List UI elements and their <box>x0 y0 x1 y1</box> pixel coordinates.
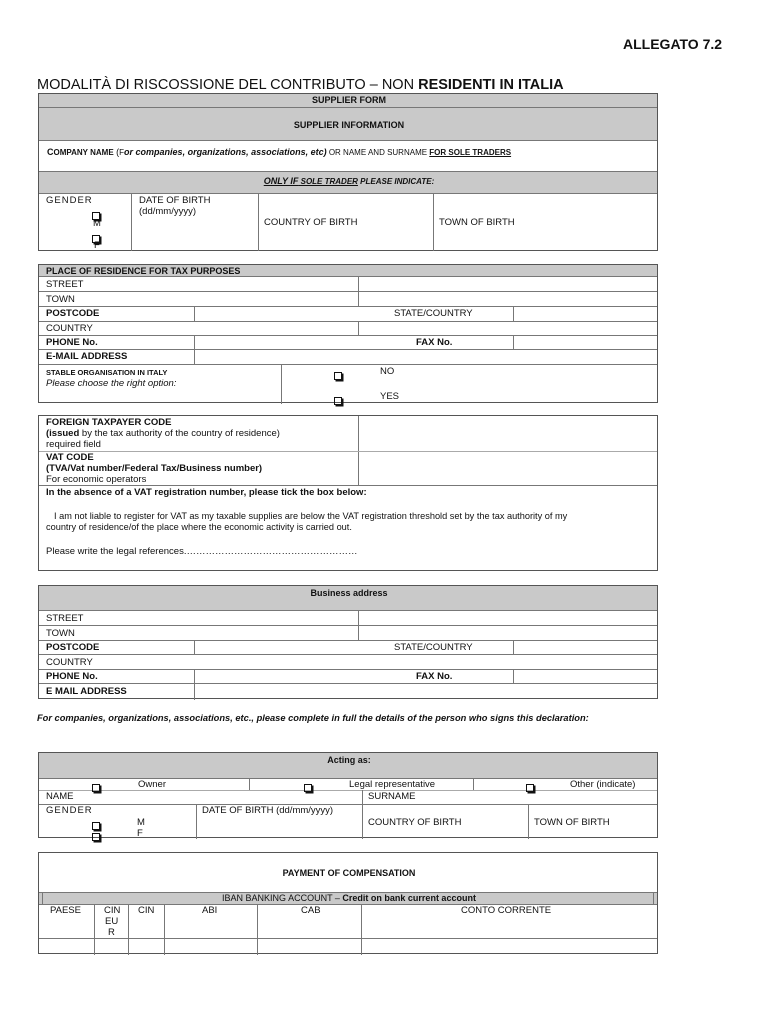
country-of-birth-label: COUNTRY OF BIRTH <box>264 217 358 228</box>
residence-street-label: STREET <box>46 279 84 290</box>
col-cin-eur-1: CIN <box>104 905 121 916</box>
stable-org-label: STABLE ORGANISATION IN ITALY <box>46 368 168 377</box>
business-email-label: E MAIL ADDRESS <box>46 686 127 697</box>
business-phone-label: PHONE No. <box>46 671 98 682</box>
signer-gender-f-checkbox[interactable] <box>92 828 100 846</box>
foreign-taxpayer-code-label: FOREIGN TAXPAYER CODE <box>46 417 172 428</box>
business-street-label: STREET <box>46 613 84 624</box>
gender-f-label: F <box>94 240 100 251</box>
business-postcode-label: POSTCODE <box>46 642 100 653</box>
allegato-label: ALLEGATO 7.2 <box>623 36 723 52</box>
acting-owner-label: Owner <box>138 779 166 790</box>
acting-other-checkbox[interactable] <box>526 779 534 797</box>
stable-org-yes-label: YES <box>380 391 400 402</box>
page-title: MODALITÀ DI RISCOSSIONE DEL CONTRIBUTO – NON RESIDENTI IN ITALIA <box>37 77 564 93</box>
acting-legal-rep-checkbox[interactable] <box>304 779 312 797</box>
signer-gender-label: GENDER <box>46 805 93 816</box>
vat-code-label: VAT CODE <box>46 452 94 463</box>
ftc-issued-note: (issued by the tax authority of the country of residence) <box>46 428 280 439</box>
acting-legal-rep-label: Legal representative <box>349 779 436 790</box>
col-cin-eur-3: R <box>108 927 115 938</box>
gender-m-label: M <box>93 218 101 229</box>
tax-code-table <box>38 415 658 571</box>
signer-surname-label: SURNAME <box>368 791 416 802</box>
residence-country-label: COUNTRY <box>46 323 93 334</box>
vat-economic-operators-note: For economic operators <box>46 474 147 485</box>
legal-references-field[interactable]: Please write the legal references.……………………………………………… <box>46 546 358 557</box>
business-address-table <box>38 585 658 699</box>
residence-email-label: E-MAIL ADDRESS <box>46 351 128 362</box>
signer-gender-m-label: M <box>137 817 145 828</box>
iban-label: IBAN BANKING ACCOUNT – Credit on bank current account <box>222 893 476 903</box>
signer-country-of-birth-label: COUNTRY OF BIRTH <box>368 817 462 828</box>
residence-table <box>38 264 658 403</box>
signer-name-label: NAME <box>46 791 74 802</box>
vat-code-subtitle: (TVA/Vat number/Federal Tax/Business number) <box>46 463 263 474</box>
company-name-label: COMPANY NAME (For companies, organizations, associations, etc) OR NAME AND SURNAME FOR SOLE TRADERS <box>47 147 512 157</box>
stable-org-no-checkbox[interactable] <box>334 367 342 385</box>
business-fax-label: FAX No. <box>416 671 453 682</box>
dob-label: DATE OF BIRTH <box>139 195 211 206</box>
residence-state-country-label: STATE/COUNTRY <box>394 308 473 319</box>
vat-not-liable-line2: country of residence/of the place where the economic activity is carried out. <box>46 522 352 532</box>
col-cab: CAB <box>301 905 321 916</box>
business-address-title: Business address <box>310 588 388 598</box>
vat-absence-instruction: In the absence of a VAT registration number, please tick the box below: <box>46 487 367 498</box>
stable-org-no-label: NO <box>380 366 395 377</box>
acting-as-table <box>38 752 658 838</box>
col-cin: CIN <box>138 905 155 916</box>
residence-title: PLACE OF RESIDENCE FOR TAX PURPOSES <box>46 266 241 276</box>
gender-label: GENDER <box>46 195 93 206</box>
supplier-form-table <box>38 93 658 251</box>
supplier-info-label: SUPPLIER INFORMATION <box>293 120 405 130</box>
signer-town-of-birth-label: TOWN OF BIRTH <box>534 817 610 828</box>
col-paese: PAESE <box>50 905 81 916</box>
residence-fax-label: FAX No. <box>416 337 453 348</box>
ftc-required-note: required field <box>46 439 101 450</box>
acting-owner-checkbox[interactable] <box>92 779 100 797</box>
col-cin-eur-2: EU <box>105 916 119 927</box>
sole-trader-label: ONLY IF SOLE TRADER PLEASE INDICATE: <box>263 176 435 186</box>
payment-title: PAYMENT OF COMPENSATION <box>282 868 416 878</box>
town-of-birth-label: TOWN OF BIRTH <box>439 217 515 228</box>
supplier-form-label: SUPPLIER FORM <box>311 95 386 105</box>
col-conto-corrente: CONTO CORRENTE <box>461 905 552 916</box>
residence-postcode-label: POSTCODE <box>46 308 100 319</box>
acting-other-label: Other (indicate) <box>570 779 636 790</box>
declaration-instruction: For companies, organizations, associations, etc., please complete in full the details of the person who signs this declaration: <box>37 713 589 723</box>
business-town-label: TOWN <box>46 628 75 639</box>
signer-dob-label: DATE OF BIRTH (dd/mm/yyyy) <box>202 805 334 816</box>
signer-gender-f-label: F <box>137 828 143 839</box>
col-abi: ABI <box>202 905 218 916</box>
stable-org-yes-checkbox[interactable] <box>334 392 342 410</box>
dob-format: (dd/mm/yyyy) <box>139 206 196 217</box>
residence-phone-label: PHONE No. <box>46 337 98 348</box>
business-country-label: COUNTRY <box>46 657 93 668</box>
acting-as-title: Acting as: <box>327 755 371 765</box>
payment-table <box>38 852 658 954</box>
business-state-country-label: STATE/COUNTRY <box>394 642 473 653</box>
residence-town-label: TOWN <box>46 294 75 305</box>
vat-not-liable-line1[interactable]: I am not liable to register for VAT as my taxable supplies are below the VAT registration threshold set by the tax authority of my <box>54 511 568 521</box>
choose-option-label: Please choose the right option: <box>46 378 177 389</box>
